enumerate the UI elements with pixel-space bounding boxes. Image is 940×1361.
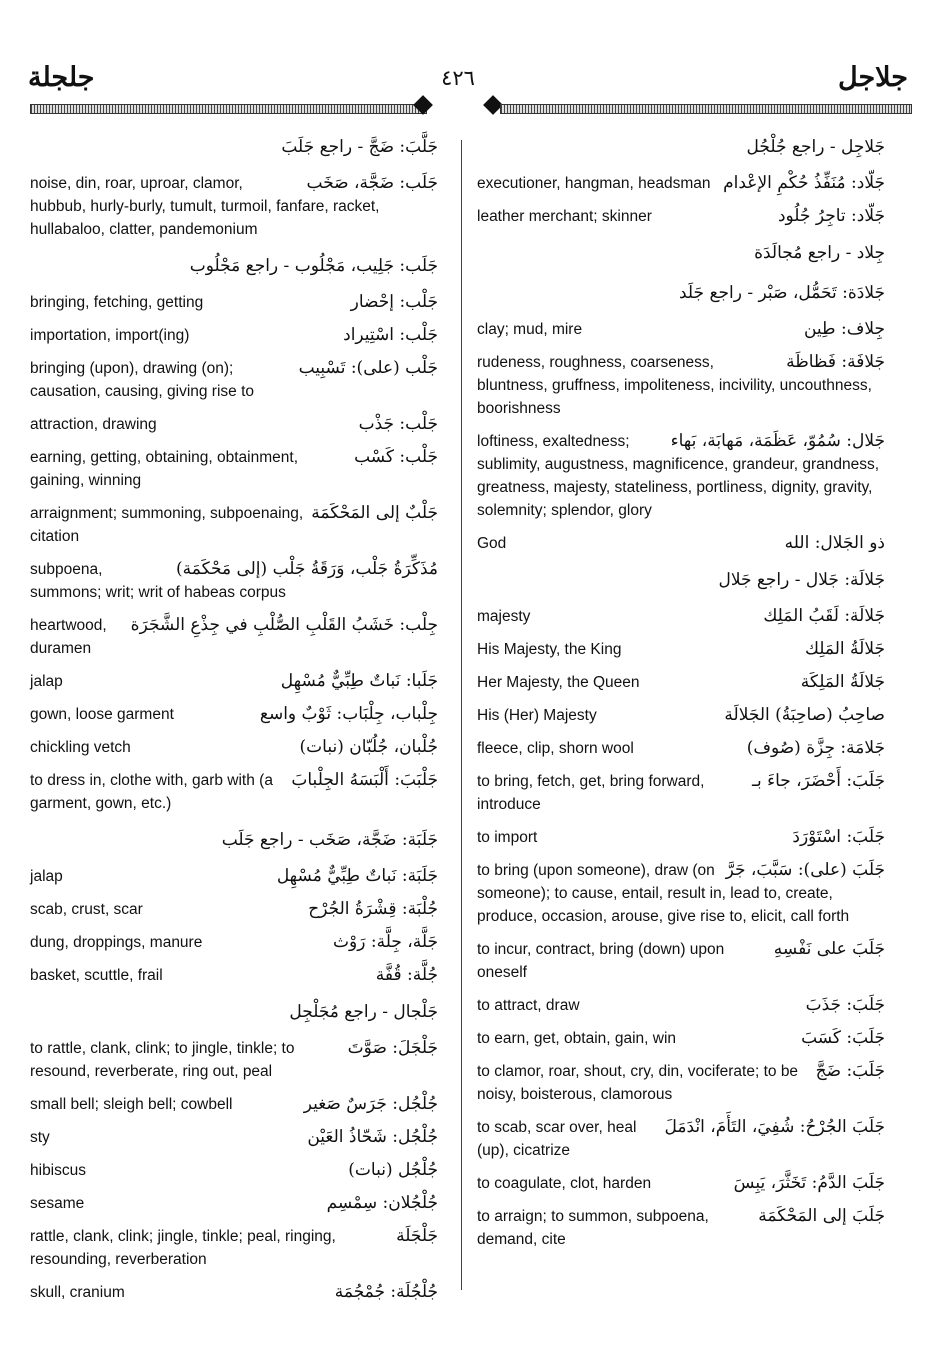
english-definition: skull, cranium <box>30 1284 125 1301</box>
dictionary-entry <box>477 318 885 341</box>
arabic-cross-reference: جَلَب: جَلِيب، مَجْلُوب - راجع مَجْلُوب <box>189 256 438 276</box>
dictionary-entry <box>477 704 885 727</box>
column-divider <box>461 140 462 1290</box>
dictionary-entry <box>477 205 885 228</box>
dictionary-entry <box>477 671 885 694</box>
right-column <box>477 132 885 1261</box>
arabic-headword: جَلامَة: جِزَّة (صُوف) <box>746 738 885 758</box>
dictionary-entry <box>477 565 885 595</box>
arabic-headword: جَلال: سُمُوّ، عَظَمَة، مَهابَة، بَهاء <box>670 431 885 451</box>
dictionary-entry <box>477 859 885 928</box>
header-rule-right <box>500 104 912 114</box>
arabic-headword: جَلَبَ إلى المَحْكَمَة <box>758 1206 885 1226</box>
arabic-headword: جَلَبَ: جَذَبَ <box>805 995 885 1015</box>
arabic-headword: جَلْبَبَ: أَلْبَسَهُ الجِلْبابَ <box>291 770 438 790</box>
arabic-headword: جَلّاد: مُنَفِّذُ حُكْمِ الإعْدام <box>723 173 885 193</box>
arabic-headword: جَلْب (على): تَسْبِيب <box>298 358 438 378</box>
dictionary-entry <box>477 737 885 760</box>
english-definition: to arraign; to summon, subpoena, demand, cite <box>477 1208 709 1248</box>
dictionary-entry <box>30 1192 438 1215</box>
english-definition: jalap <box>30 673 63 690</box>
dictionary-entry <box>30 964 438 987</box>
arabic-headword: جُلْجُلان: سِمْسِم <box>326 1193 438 1213</box>
dictionary-entry <box>477 172 885 195</box>
dictionary-entry <box>477 770 885 816</box>
english-definition: attraction, drawing <box>30 416 157 433</box>
dictionary-entry <box>477 1116 885 1162</box>
page-number: ٤٢٦ <box>441 66 475 90</box>
arabic-headword: جَلْب: جَذْب <box>358 414 438 434</box>
arabic-headword: جُلَّة: قُفَّة <box>375 965 438 985</box>
dictionary-entry <box>30 1037 438 1083</box>
english-definition: subpoena, summons; writ; writ of habeas corpus <box>30 561 286 601</box>
arabic-headword: ذو الجَلال: الله <box>784 533 885 553</box>
arabic-headword: جَلَبَ الدَّمُ: تَخَثَّرَ، يَبِسَ <box>733 1173 885 1193</box>
arabic-cross-reference: جَلْجال - راجع مُجَلْجِل <box>289 1002 438 1022</box>
header-rule-left <box>30 104 427 114</box>
english-definition: noise, din, roar, uproar, clamor, hubbub, hurly-burly, tumult, turmoil, fanfare, racket, hullabaloo, clatter, pandemonium <box>30 175 380 238</box>
arabic-headword: جَلّاد: تاجِرُ جُلُود <box>777 206 885 226</box>
english-definition: sty <box>30 1129 50 1146</box>
english-definition: bringing (upon), drawing (on); causation, causing, giving rise to <box>30 360 255 400</box>
english-definition: loftiness, exaltedness; sublimity, augustness, magnificence, grandeur, grandness, greatness, majesty, stateliness, portliness, dignity, gravity, solemnity; splendor, glory <box>477 433 880 519</box>
arabic-headword: جَلَبَ: كَسَبَ <box>801 1028 885 1048</box>
dictionary-entry <box>477 1205 885 1251</box>
arabic-cross-reference: جَلَّبَ: ضَجَّ - راجع جَلَبَ <box>281 137 438 157</box>
dictionary-entry <box>30 825 438 855</box>
arabic-headword: جَلَبَ: أَحْضَرَ، جاءَ بـ <box>751 771 885 791</box>
english-definition: small bell; sleigh bell; cowbell <box>30 1096 233 1113</box>
arabic-headword: جُلْجُلَة: جُمْجُمَة <box>334 1282 438 1302</box>
english-definition: to scab, scar over, heal (up), cicatrize <box>477 1119 637 1159</box>
arabic-headword: جَلَبَ: ضَجَّ <box>815 1061 885 1081</box>
dictionary-entry <box>477 351 885 420</box>
english-definition: executioner, hangman, headsman <box>477 175 711 192</box>
dictionary-entry <box>30 736 438 759</box>
arabic-headword: جَلَبا: نَباتٌ طِبِّيٌّ مُسْهِل <box>280 671 438 691</box>
dictionary-entry <box>30 357 438 403</box>
dictionary-entry <box>477 638 885 661</box>
arabic-cross-reference: جِلاد - راجع مُجالَدَة <box>754 243 885 263</box>
english-definition: scab, crust, scar <box>30 901 143 918</box>
arabic-headword: جَلَب: ضَجَّة، صَخَب <box>306 173 438 193</box>
dictionary-entry <box>477 1172 885 1195</box>
english-definition: Her Majesty, the Queen <box>477 674 640 691</box>
arabic-headword: جَلَبَة: نَباتٌ طِبِّيٌّ مُسْهِل <box>276 866 438 886</box>
dictionary-entry <box>30 703 438 726</box>
english-definition: majesty <box>477 608 531 625</box>
arabic-headword: جَلْجَلَ: صَوَّتَ <box>347 1038 438 1058</box>
dictionary-entry <box>477 1027 885 1050</box>
english-definition: gown, loose garment <box>30 706 174 723</box>
dictionary-entry <box>477 826 885 849</box>
arabic-headword: جَلْب: إحْضار <box>350 292 438 312</box>
arabic-headword: جُلْجُل: جَرَسٌ صَغير <box>303 1094 438 1114</box>
arabic-headword: جَلالَةُ المَلِكَة <box>800 672 885 692</box>
arabic-headword: جَلَبَ: اسْتَوْرَدَ <box>792 827 885 847</box>
dictionary-entry <box>30 558 438 604</box>
header-guide-word-right: جلاجل <box>838 62 908 93</box>
english-definition: rattle, clank, clink; jingle, tinkle; peal, ringing, resounding, reverberation <box>30 1228 336 1268</box>
dictionary-entry <box>30 898 438 921</box>
dictionary-entry <box>30 1093 438 1116</box>
dictionary-entry <box>30 132 438 162</box>
english-definition: bringing, fetching, getting <box>30 294 204 311</box>
english-definition: basket, scuttle, frail <box>30 967 163 984</box>
dictionary-entry <box>477 278 885 308</box>
arabic-headword: جُلْبَة: قِشْرَةُ الجُرْح <box>308 899 438 919</box>
arabic-headword: جَلالَة: لَقَبُ المَلِك <box>763 606 885 626</box>
arabic-headword: جَلَبَ (على): سَبَّبَ، جَرَّ <box>725 860 885 880</box>
english-definition: to earn, get, obtain, gain, win <box>477 1030 677 1047</box>
dictionary-entry <box>30 502 438 548</box>
dictionary-entry <box>30 172 438 241</box>
english-definition: to bring (upon someone), draw (on someone); to cause, entail, result in, lead to, create, produce, occasion, arouse, give rise to, elicit, call forth <box>477 862 850 925</box>
dictionary-entry <box>30 291 438 314</box>
dictionary-entry <box>477 938 885 984</box>
dictionary-entry <box>477 1060 885 1106</box>
english-definition: to rattle, clank, clink; to jingle, tinkle; to resound, reverberate, ring out, peal <box>30 1040 295 1080</box>
english-definition: earning, getting, obtaining, obtainment, gaining, winning <box>30 449 298 489</box>
dictionary-entry <box>30 670 438 693</box>
english-definition: His (Her) Majesty <box>477 707 597 724</box>
english-definition: dung, droppings, manure <box>30 934 203 951</box>
dictionary-entry <box>30 324 438 347</box>
page-header <box>28 58 908 108</box>
dictionary-entry <box>477 430 885 522</box>
dictionary-entry <box>30 931 438 954</box>
english-definition: arraignment; summoning, subpoenaing, citation <box>30 505 304 545</box>
dictionary-entry <box>30 614 438 660</box>
dictionary-entry <box>30 1225 438 1271</box>
dictionary-entry <box>477 238 885 268</box>
english-definition: to import <box>477 829 538 846</box>
english-definition: leather merchant; skinner <box>477 208 652 225</box>
arabic-headword: مُذَكِّرَةُ جَلْب، وَرَقَةُ جَلْب (إلى مَحْكَمَة) <box>176 559 438 579</box>
english-definition: to bring, fetch, get, bring forward, introduce <box>477 773 705 813</box>
dictionary-entry <box>477 532 885 555</box>
arabic-headword: جَلَبَ الجُرْحُ: شُفِيَ، التَأَمَ، انْدَمَلَ <box>664 1117 885 1137</box>
dictionary-entry <box>30 997 438 1027</box>
arabic-headword: جَلَّة، جِلَّة: رَوْث <box>333 932 438 952</box>
dictionary-entry <box>30 1281 438 1304</box>
arabic-headword: جِلاف: طِين <box>803 319 885 339</box>
dictionary-entry <box>477 132 885 162</box>
dictionary-entry <box>477 605 885 628</box>
left-column <box>30 132 438 1314</box>
english-definition: clay; mud, mire <box>477 321 583 338</box>
arabic-headword: جَلالَةُ المَلِك <box>804 639 885 659</box>
dictionary-entry <box>30 769 438 815</box>
dictionary-entry <box>30 446 438 492</box>
dictionary-entry <box>30 1126 438 1149</box>
arabic-headword: جَلْجَلَة <box>396 1226 438 1246</box>
header-guide-word-left: جلجلة <box>28 62 95 93</box>
english-definition: to incur, contract, bring (down) upon oneself <box>477 941 725 981</box>
english-definition: hibiscus <box>30 1162 86 1179</box>
arabic-headword: جُلْبان، جُلُبّان (نبات) <box>299 737 438 757</box>
arabic-headword: جَلْبٌ إلى المَحْكَمَة <box>311 503 438 523</box>
english-definition: sesame <box>30 1195 85 1212</box>
dictionary-entry <box>30 1159 438 1182</box>
arabic-headword: جَلْب: كَسْب <box>354 447 438 467</box>
english-definition: rudeness, roughness, coarseness, bluntness, gruffness, impoliteness, incivility, uncouthness, boorishness <box>477 354 872 417</box>
english-definition: heartwood, duramen <box>30 617 107 657</box>
arabic-cross-reference: جَلادَة: تَحَمُّل، صَبْر - راجع جَلَد <box>678 283 885 303</box>
english-definition: to coagulate, clot, harden <box>477 1175 652 1192</box>
english-definition: importation, import(ing) <box>30 327 190 344</box>
arabic-headword: جِلْباب، جِلْبَاب: ثَوْبٌ واسع <box>259 704 438 724</box>
arabic-cross-reference: جَلاجِل - راجع جُلْجُل <box>746 137 885 157</box>
arabic-headword: جَلَبَ على نَفْسِهِ <box>773 939 885 959</box>
english-definition: fleece, clip, shorn wool <box>477 740 634 757</box>
english-definition: His Majesty, the King <box>477 641 622 658</box>
english-definition: to clamor, roar, shout, cry, din, vociferate; to be noisy, boisterous, clamorous <box>477 1063 799 1103</box>
arabic-headword: صاحِبُ (صاحِبَةُ) الجَلالَة <box>724 705 885 725</box>
english-definition: God <box>477 535 507 552</box>
arabic-headword: جُلْجُل: شَحّاذُ العَيْن <box>307 1127 438 1147</box>
english-definition: jalap <box>30 868 63 885</box>
dictionary-entry <box>477 994 885 1017</box>
dictionary-entry <box>30 865 438 888</box>
arabic-headword: جَلافَة: فَظاظَة <box>786 352 885 372</box>
dictionary-entry <box>30 251 438 281</box>
arabic-headword: جُلْجُل (نبات) <box>348 1160 438 1180</box>
english-definition: to attract, draw <box>477 997 580 1014</box>
arabic-cross-reference: جَلالَة: جَلال - راجع جَلال <box>718 570 885 590</box>
arabic-cross-reference: جَلَبَة: ضَجَّة، صَخَب - راجع جَلَب <box>221 830 438 850</box>
dictionary-entry <box>30 413 438 436</box>
english-definition: chickling vetch <box>30 739 131 756</box>
english-definition: to dress in, clothe with, garb with (a garment, gown, etc.) <box>30 772 273 812</box>
arabic-headword: جَلْب: اسْتِيراد <box>343 325 438 345</box>
arabic-headword: جِلْب: خَشَبُ القَلْبِ الصُّلْبِ في جِذْعِ الشَّجَرَة <box>130 615 438 635</box>
